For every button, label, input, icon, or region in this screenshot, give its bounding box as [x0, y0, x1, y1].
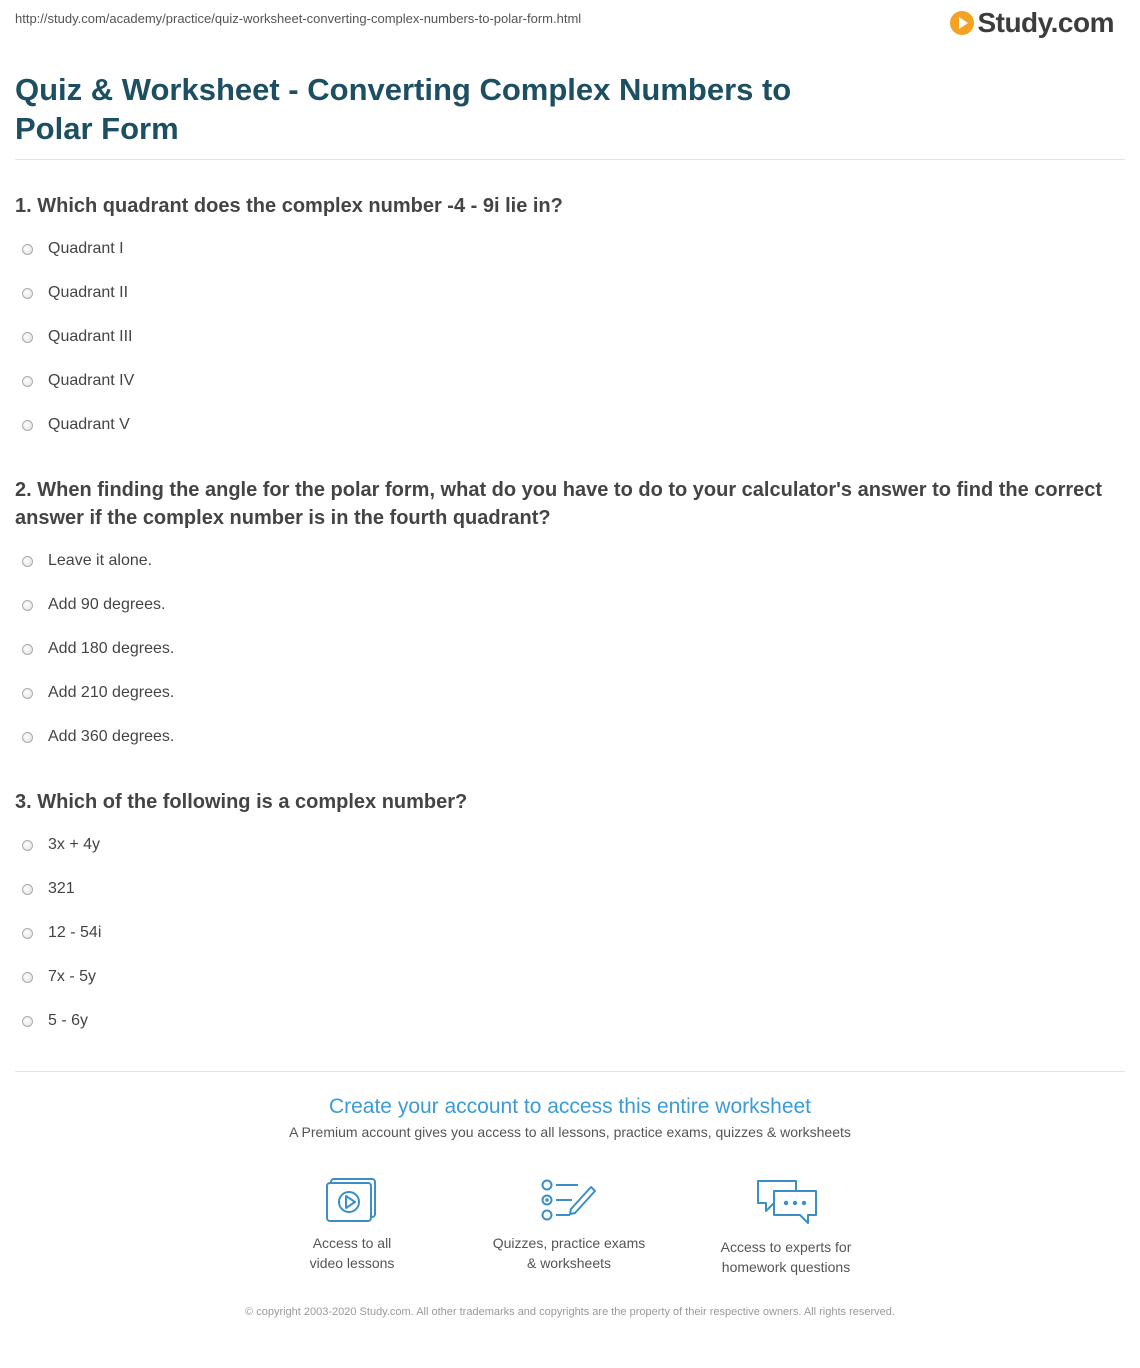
radio-button[interactable] [22, 688, 33, 699]
copyright-text: © copyright 2003-2020 Study.com. All other trademarks and copyrights are the property of their respective owners. All rights reserved. [245, 1306, 895, 1318]
q3-option-2[interactable]: 321 [22, 878, 75, 900]
video-icon [325, 1177, 379, 1223]
q1-option-1[interactable]: Quadrant I [22, 238, 124, 260]
create-account-link[interactable]: Create your account to access this entire worksheet [328, 1095, 812, 1118]
q1-option-4[interactable]: Quadrant IV [22, 370, 134, 392]
q2-option-3[interactable]: Add 180 degrees. [22, 638, 174, 660]
logo-text: Study.com [977, 7, 1114, 38]
q1-option-5[interactable]: Quadrant V [22, 414, 130, 436]
question-3: 3. Which of the following is a complex number? [15, 791, 468, 813]
page-title: Quiz & Worksheet - Converting Complex Numbers to Polar Form [15, 72, 792, 146]
radio-button[interactable] [22, 556, 33, 567]
q2-option-1[interactable]: Leave it alone. [22, 550, 152, 572]
q3-option-5[interactable]: 5 - 6y [22, 1010, 88, 1032]
question-2: 2. When finding the angle for the polar form, what do you have to do to your calculator's answer to find the correct answer if the complex number is in the fourth quadrant? [15, 479, 1103, 529]
feature-label: Access to experts for homework questions [720, 1239, 852, 1275]
q3-option-1[interactable]: 3x + 4y [22, 834, 100, 856]
radio-button[interactable] [22, 288, 33, 299]
page-url: http://study.com/academy/practice/quiz-worksheet-converting-complex-numbers-to-polar-form.html [15, 11, 582, 26]
radio-button[interactable] [22, 840, 33, 851]
q2-option-2[interactable]: Add 90 degrees. [22, 594, 165, 616]
cta-divider [15, 1071, 1125, 1072]
play-logo-icon [950, 11, 974, 35]
feature-label: Quizzes, practice exams & worksheets [492, 1235, 646, 1271]
chat-bubbles-icon [754, 1177, 818, 1227]
title-divider [15, 159, 1125, 160]
study-logo[interactable] [950, 7, 1114, 39]
cta-subtitle: A Premium account gives you access to all lessons, practice exams, quizzes & worksheets [289, 1124, 851, 1140]
radio-button[interactable] [22, 332, 33, 343]
q3-option-3[interactable]: 12 - 54i [22, 922, 101, 944]
radio-button[interactable] [22, 732, 33, 743]
q1-option-3[interactable]: Quadrant III [22, 326, 133, 348]
q2-option-4[interactable]: Add 210 degrees. [22, 682, 174, 704]
feature-quizzes [469, 1177, 669, 1273]
feature-label: Access to all video lessons [309, 1235, 395, 1271]
feature-video-lessons [252, 1177, 452, 1273]
radio-button[interactable] [22, 1016, 33, 1027]
radio-button[interactable] [22, 972, 33, 983]
q3-option-4[interactable]: 7x - 5y [22, 966, 96, 988]
feature-experts [686, 1177, 886, 1277]
question-1: 1. Which quadrant does the complex number -4 - 9i lie in? [15, 195, 563, 217]
q1-option-2[interactable]: Quadrant II [22, 282, 128, 304]
radio-button[interactable] [22, 884, 33, 895]
radio-button[interactable] [22, 644, 33, 655]
radio-button[interactable] [22, 376, 33, 387]
radio-button[interactable] [22, 420, 33, 431]
q2-option-5[interactable]: Add 360 degrees. [22, 726, 174, 748]
radio-button[interactable] [22, 600, 33, 611]
radio-button[interactable] [22, 244, 33, 255]
quiz-list-icon [540, 1177, 598, 1223]
radio-button[interactable] [22, 928, 33, 939]
